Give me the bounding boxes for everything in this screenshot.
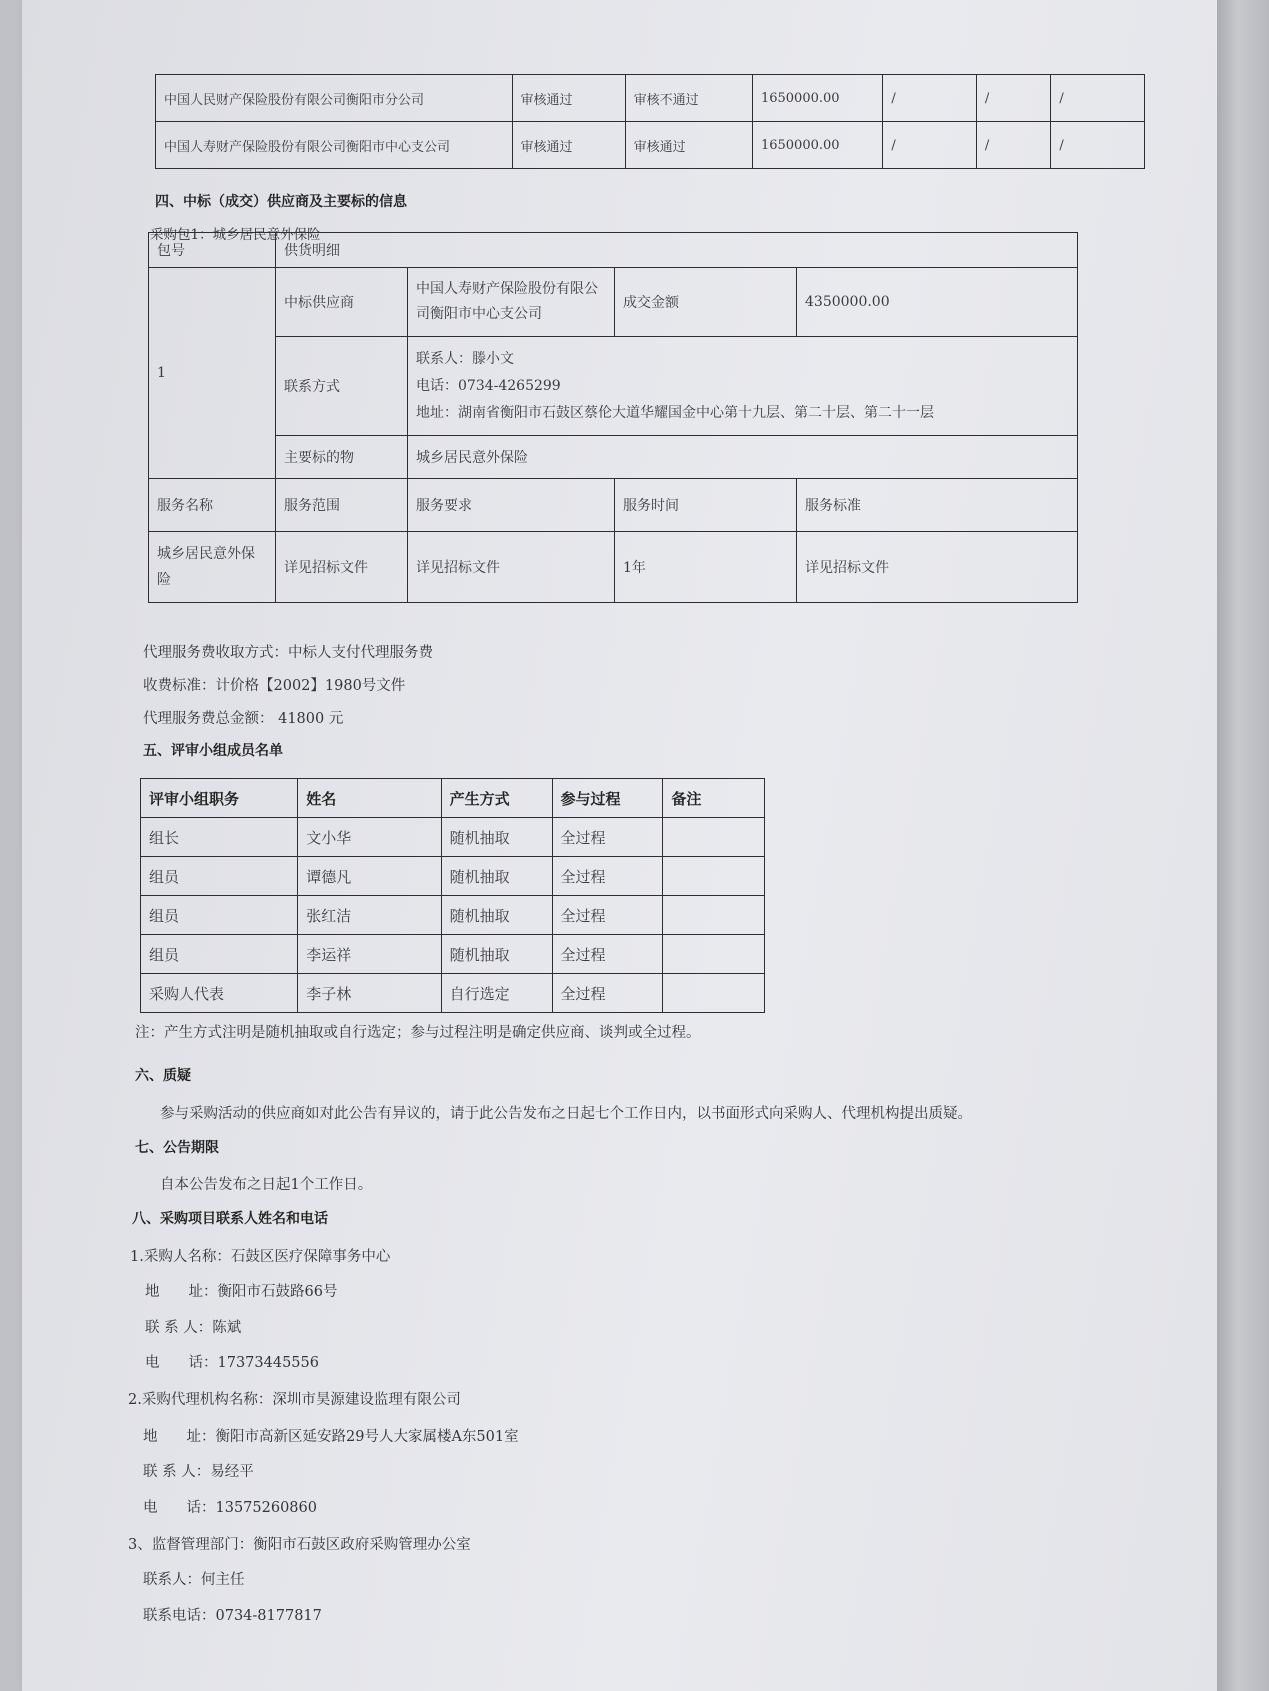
contact-address: 地址：湖南省衡阳市石鼓区蔡伦大道华耀国金中心第十九层、第二十层、第二十一层 <box>416 404 934 421</box>
panel-table: 评审小组职务 姓名 产生方式 参与过程 备注 组长 文小华 随机抽取 全过程 组员 谭德凡 随机抽取 全过程 组员 张红洁 随机抽取 全过程 组员 李运祥 随机抽取 全过程 采购人代表 李子林 自行选定 全过程 <box>140 778 765 1013</box>
section8-title: 八、采购项目联系人姓名和电话 <box>132 1211 328 1227</box>
contact-person: 联系人：滕小文 <box>416 350 514 367</box>
table-row: 组员 谭德凡 随机抽取 全过程 <box>141 857 765 896</box>
supervisor-contact: 联系人：何主任 <box>143 1572 245 1588</box>
fee-method: 代理服务费收取方式：中标人支付代理服务费 <box>143 645 433 661</box>
agent-address: 地 址：衡阳市高新区延安路29号人大家属楼A东501室 <box>143 1429 519 1445</box>
table-row: 组员 李运祥 随机抽取 全过程 <box>141 935 765 974</box>
buyer-address: 地 址：衡阳市石鼓路66号 <box>145 1284 338 1300</box>
contact-phone: 电话：0734-4265299 <box>416 377 561 394</box>
supervisor-name: 3、监督管理部门：衡阳市石鼓区政府采购管理办公室 <box>128 1537 471 1553</box>
agent-name: 2.采购代理机构名称：深圳市昊源建设监理有限公司 <box>128 1392 461 1408</box>
section7-body: 自本公告发布之日起1个工作日。 <box>160 1177 373 1193</box>
page-edge <box>1217 0 1269 1691</box>
table-row: 组长 文小华 随机抽取 全过程 <box>141 818 765 857</box>
section5-title: 五、评审小组成员名单 <box>143 743 283 759</box>
section7-title: 七、公告期限 <box>135 1140 219 1156</box>
agent-contact: 联 系 人：易经平 <box>143 1464 254 1480</box>
buyer-phone: 电 话：17373445556 <box>145 1355 319 1371</box>
fee-total: 代理服务费总金额： 41800 元 <box>143 711 344 727</box>
buyer-name: 1.采购人名称：石鼓区医疗保障事务中心 <box>130 1249 391 1265</box>
section6-body: 参与采购活动的供应商如对此公告有异议的，请于此公告发布之日起七个工作日内，以书面形式向采购人、代理机构提出质疑。 <box>160 1106 972 1122</box>
table-row: 采购人代表 李子林 自行选定 全过程 <box>141 974 765 1013</box>
package-label: 采购包1：城乡居民意外保险 <box>150 227 321 243</box>
agent-phone: 电 话：13575260860 <box>143 1500 317 1516</box>
supervisor-phone: 联系电话：0734-8177817 <box>143 1608 322 1624</box>
review-table <box>155 74 1145 169</box>
winner-table: 包号 供货明细 1 中标供应商 中国人寿财产保险股份有限公司衡阳市中心支公司 成交金额 4350000.00 联系方式 联系人：滕小文 电话：0734-4265299 地址：湖南省衡阳市石鼓区蔡伦大道华耀国金中心第十九层、第二十层、第二十一层 主要标的物 城乡居民意外保险 服务名称 服务范围 服务要求 服务时间 服务标准 城乡居民意外保险 详见招标文件 详见招标文件 1年 详见招标文件 <box>148 232 1078 603</box>
fee-standard: 收费标准：计价格【2002】1980号文件 <box>143 678 406 694</box>
buyer-contact: 联 系 人：陈斌 <box>145 1320 242 1336</box>
section4-title: 四、中标（成交）供应商及主要标的信息 <box>155 194 407 210</box>
section6-title: 六、质疑 <box>135 1068 191 1084</box>
table-row: 中国人寿财产保险股份有限公司衡阳市中心支公司 审核通过 审核通过 1650000.00 / / / <box>156 122 1145 169</box>
table-row: 组员 张红洁 随机抽取 全过程 <box>141 896 765 935</box>
panel-note: 注：产生方式注明是随机抽取或自行选定；参与过程注明是确定供应商、谈判或全过程。 <box>135 1025 701 1041</box>
table-row: 中国人民财产保险股份有限公司衡阳市分公司 审核通过 审核不通过 1650000.00 / / / <box>156 75 1145 122</box>
